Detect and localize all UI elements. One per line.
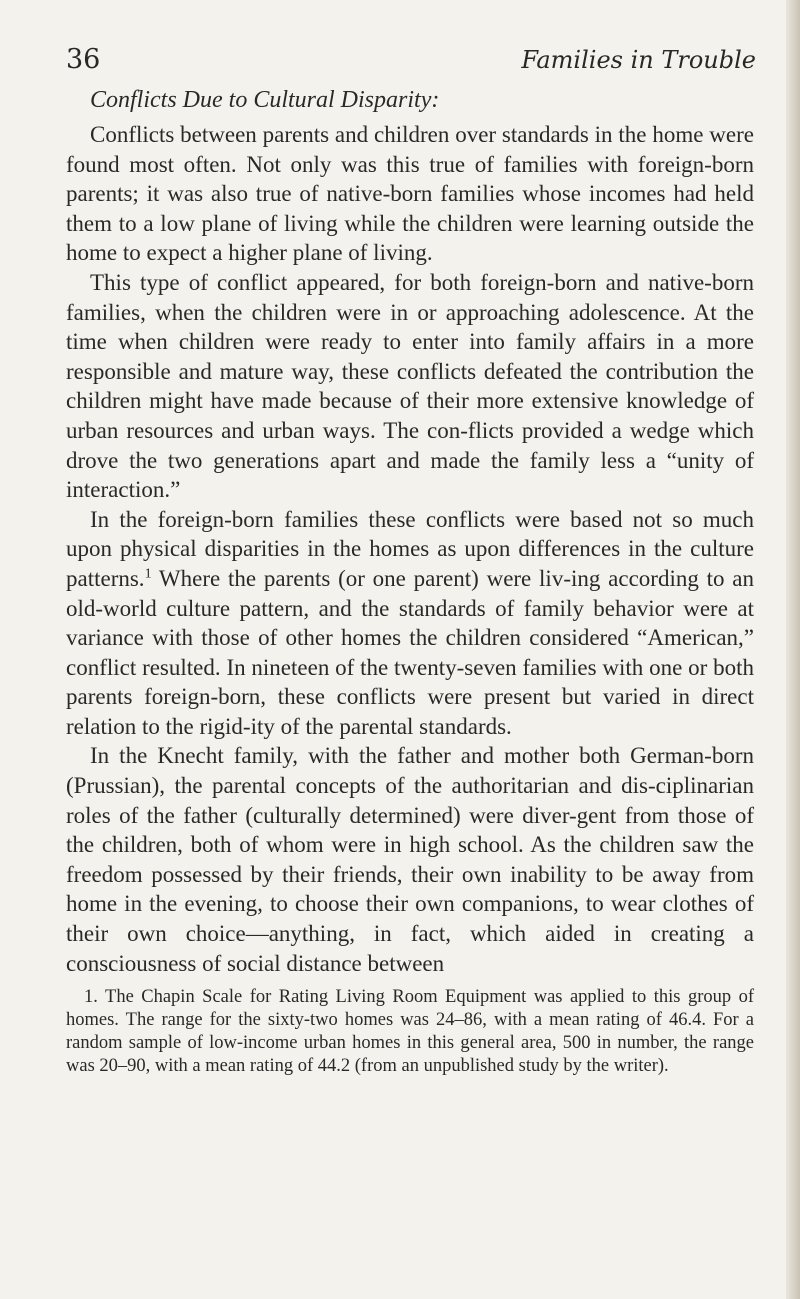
paragraph: In the Knecht family, with the father and mother both German-born (Prussian), the parental concepts of the authoritarian and dis-ciplinarian roles of the father (culturally determined) were diver-gent from those of the children, both of whom were in high school. As the children saw the freedom possessed by their friends, their own inability to be away from home in the evening, to choose their own companions, to wear clothes of their own choice—anything, in fact, which aided in creating a consciousness of social distance between bbox=[66, 743, 754, 976]
footnote-reference: 1 bbox=[144, 566, 152, 582]
book-title: Families in Trouble bbox=[521, 46, 756, 74]
section-heading: Conflicts Due to Cultural Disparity: bbox=[90, 87, 440, 113]
page-number: 36 bbox=[66, 44, 101, 75]
paragraph-with-footnote-ref bbox=[66, 505, 754, 742]
footnote: 1. The Chapin Scale for Rating Living Room Equipment was applied to this group of homes. The range for the sixty-two homes was 24–86, with a mean rating of 46.4. For a random sample of low-income urban homes in this general area, 500 in number, the range was 20–90, with a mean rating of 44.2 (from an unpublished study by the writer). bbox=[66, 987, 754, 1076]
paragraph-text-continued: Where the parents (or one parent) were liv-ing according to an old-world culture pattern, and the standards of family behavior were at variance with those of other homes the children considered “American,” conflict resulted. In nineteen of the twenty-seven families with one or both parents foreign-born, these conflicts were present but varied in direct relation to the rigid-ity of the parental standards. bbox=[66, 565, 754, 739]
paragraph: This type of conflict appeared, for both foreign-born and native-born families, when the children were in or approaching adolescence. At the time when children were ready to enter into family affairs in a more responsible and mature way, these conflicts defeated the contribution the children might have made because of their more extensive knowledge of urban resources and urban ways. The con-flicts provided a wedge which drove the two generations apart and made the family less a “unity of interaction.” bbox=[66, 269, 754, 503]
paragraph: Conflicts between parents and children over standards in the home were found most often. Not only was this true of families with foreign-born parents; it was also true of native-born families whose incomes had held them to a low plane of living while the children were learning outside the home to expect a higher plane of living. bbox=[66, 122, 754, 266]
paragraph-text: In the foreign-born families these conflicts were based not so much upon physical disparities in the homes as upon differences in the culture patterns. bbox=[66, 506, 754, 591]
body-text bbox=[66, 80, 754, 1077]
page-edge-shadow bbox=[786, 0, 800, 1299]
running-head bbox=[66, 38, 756, 82]
